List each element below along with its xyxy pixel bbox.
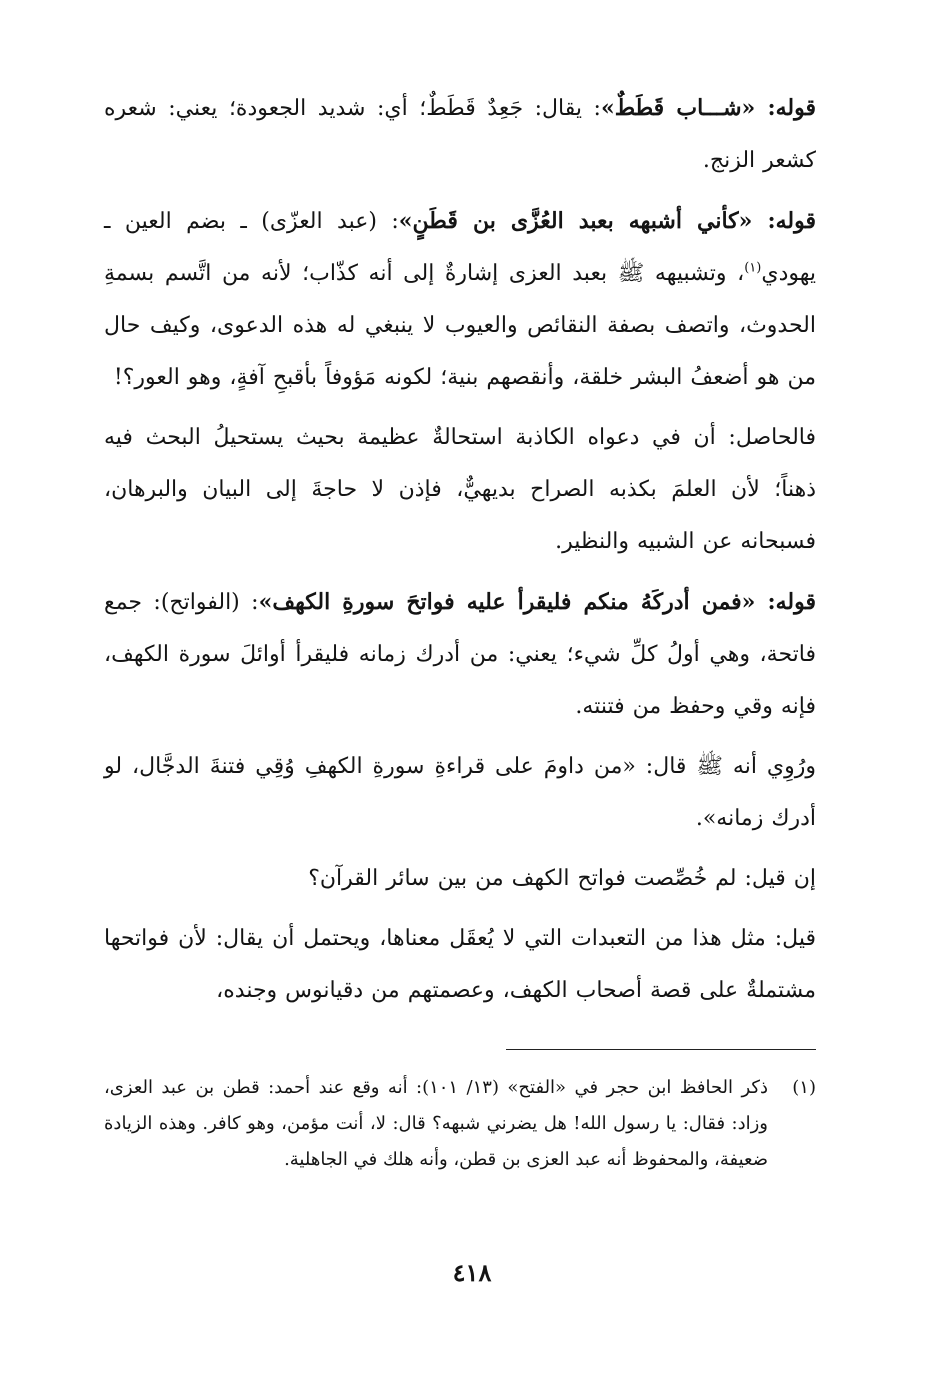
paragraph-1-text: : يقال: جَعِدٌ قَطَطٌ؛ أي: شديد الجعودة؛ يعني: شعره كشعر الزنج. xyxy=(104,96,816,173)
paragraph-3: فالحاصل: أن في دعواه الكاذبة استحالةٌ عظيمة بحيث يستحيلُ البحث فيه ذهناً؛ لأن العلمَ بكذبه الصراح بديهيٌّ، فإذن لا حاجةَ إلى البيان والبرهان، فسبحانه عن الشبيه والنظير. xyxy=(104,425,816,554)
paragraph-2-text-a: : (عبد العزّى) ـ بضم العين ـ يهودي xyxy=(104,209,816,286)
page-number: ٤١٨ xyxy=(452,1258,492,1287)
paragraph-4-text: : (الفواتح): جمع فاتحة، وهي أولُ كلِّ شيء؛ يعني: من أدرك زمانه فليقرأ أوائلَ سورة الكهف، فإنه وقي وحفظ من فتنته. xyxy=(104,590,816,719)
footnote-text: ذكر الحافظ ابن حجر في «الفتح» (١٣/ ١٠١): أنه وقع عند أحمد: قطن بن عبد العزى، وزاد: فقال: يا رسول الله! هل يضرني شبهه؟ قال: لا، أنت مؤمن، وهو كافر. وهذه الزيادة ضعيفة، والمحفوظ أنه عبد العزى بن قطن، وأنه هلك في الجاهلية. xyxy=(104,1077,768,1170)
paragraph-5: ورُوِي أنه ﷺ قال: «من داومَ على قراءةِ سورةِ الكهفِ وُقِي فتنةَ الدجَّال، لو أدرك زمانه». xyxy=(104,754,816,831)
paragraph-4-lead: قوله: «فمن أدركَهُ منكم فليقرأ عليه فواتحَ سورةِ الكهف» xyxy=(258,589,816,615)
paragraph-7: قيل: مثل هذا من التعبدات التي لا يُعقَل معناها، ويحتمل أن يقال: لأن فواتحها مشتملةٌ على قصة أصحاب الكهف، وعصمتهم من دقيانوس وجنده، xyxy=(104,926,816,1003)
paragraph-2 xyxy=(104,195,816,404)
paragraph-2-lead: قوله: «كأني أشبهه بعبد العُزَّى بن قَطَنٍ» xyxy=(398,208,817,234)
footnote xyxy=(104,1070,816,1178)
paragraph-1-lead: قوله: «شـــاب قَطَطٌ» xyxy=(600,95,817,121)
paragraph-6: إن قيل: لم خُصِّصت فواتح الكهف من بين سائر القرآن؟ xyxy=(308,866,816,891)
footnote-number: (١) xyxy=(792,1077,816,1098)
footnote-reference: (١) xyxy=(744,260,762,276)
paragraph-2-text-b: ، وتشبيهه ﷺ بعبد العزى إشارةٌ إلى أنه كذّاب؛ لأنه من اتَّسم بسمةِ الحدوث، واتصف بصفة النقائص والعيوب لا ينبغي له هذه الدعوى، وكيف حال من هو أضعفُ البشر خلقة، وأنقصهم بنية؛ لكونه مَؤوفاً بأقبحِ آفةٍ، وهو العور؟! xyxy=(104,261,816,390)
paragraph-4 xyxy=(104,576,816,733)
paragraph-1 xyxy=(104,82,816,187)
page-body xyxy=(104,82,816,1025)
footnote-divider xyxy=(506,1049,816,1050)
